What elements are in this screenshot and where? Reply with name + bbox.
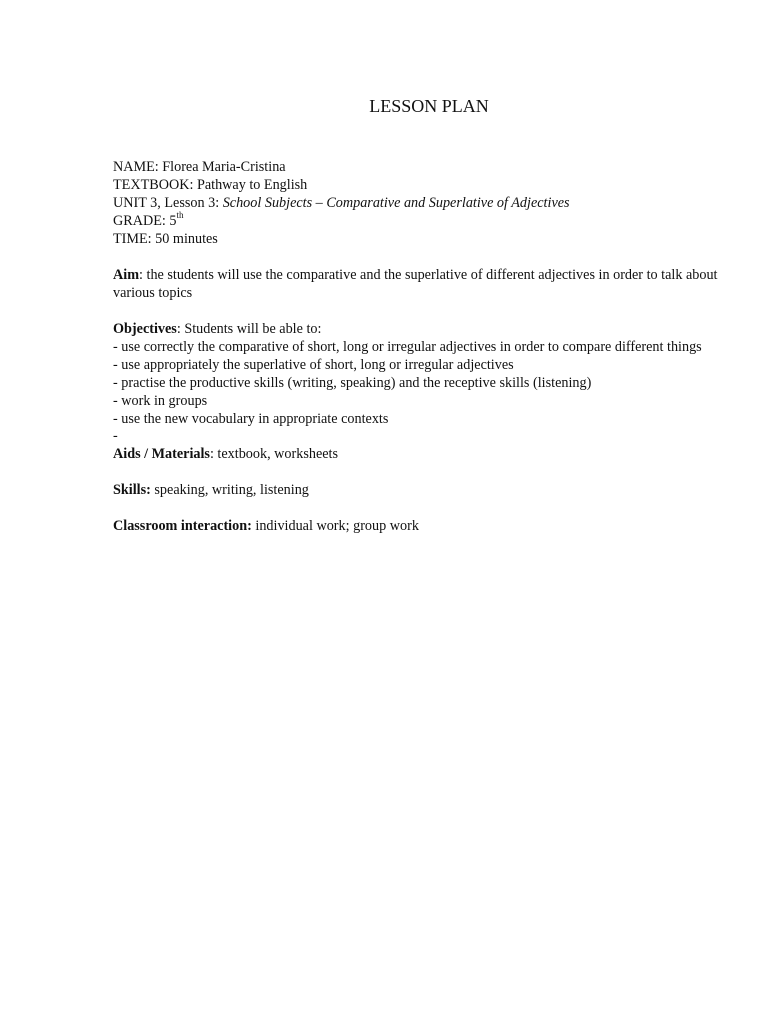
objective-item: - use appropriately the superlative of short, long or irregular adjectives <box>113 357 514 373</box>
skills-label: Skills: <box>113 482 151 498</box>
time-label: TIME: <box>113 231 152 247</box>
name-line <box>113 158 753 176</box>
unit-label: UNIT 3, Lesson 3: <box>113 195 220 211</box>
aim-paragraph <box>113 266 753 302</box>
interaction-line <box>113 517 753 535</box>
aids-text: : textbook, worksheets <box>209 446 338 462</box>
unit-value: School Subjects – Comparative and Superlative of Adjectives <box>222 195 570 211</box>
grade-value: 5 <box>169 213 177 229</box>
name-value: Florea Maria-Cristina <box>162 159 286 175</box>
grade-superscript: th <box>176 210 184 221</box>
skills-line <box>113 481 753 499</box>
aim-text: : the students will use the comparative and the superlative of different adjectives in order to talk about various topics <box>113 267 718 301</box>
aids-line <box>113 445 753 463</box>
textbook-value: Pathway to English <box>196 177 308 193</box>
grade-label: GRADE: <box>113 213 166 229</box>
grade-line <box>113 212 753 230</box>
objectives-label: Objectives <box>113 321 177 337</box>
interaction-text: individual work; group work <box>251 518 419 534</box>
name-label: NAME: <box>113 159 159 175</box>
objective-item: - use the new vocabulary in appropriate contexts <box>113 411 389 427</box>
document-body <box>113 158 753 535</box>
textbook-line <box>113 176 753 194</box>
aim-label: Aim <box>113 267 140 283</box>
time-value: 50 minutes <box>155 231 218 247</box>
aids-label: Aids / Materials <box>113 446 210 462</box>
textbook-label: TEXTBOOK: <box>113 177 194 193</box>
interaction-label: Classroom interaction: <box>113 518 252 534</box>
objective-item: - use correctly the comparative of short, long or irregular adjectives in order to compare different things <box>113 339 702 355</box>
objective-item: - work in groups <box>113 393 208 409</box>
unit-line <box>113 194 753 212</box>
objectives-intro: : Students will be able to: <box>176 321 322 337</box>
trailing-dash: - <box>113 428 118 444</box>
skills-text: speaking, writing, listening <box>150 482 309 498</box>
document-title: LESSON PLAN <box>369 96 489 116</box>
objectives-heading <box>113 320 753 338</box>
time-line <box>113 230 753 248</box>
objective-item: - practise the productive skills (writing, speaking) and the receptive skills (listening) <box>113 375 592 391</box>
